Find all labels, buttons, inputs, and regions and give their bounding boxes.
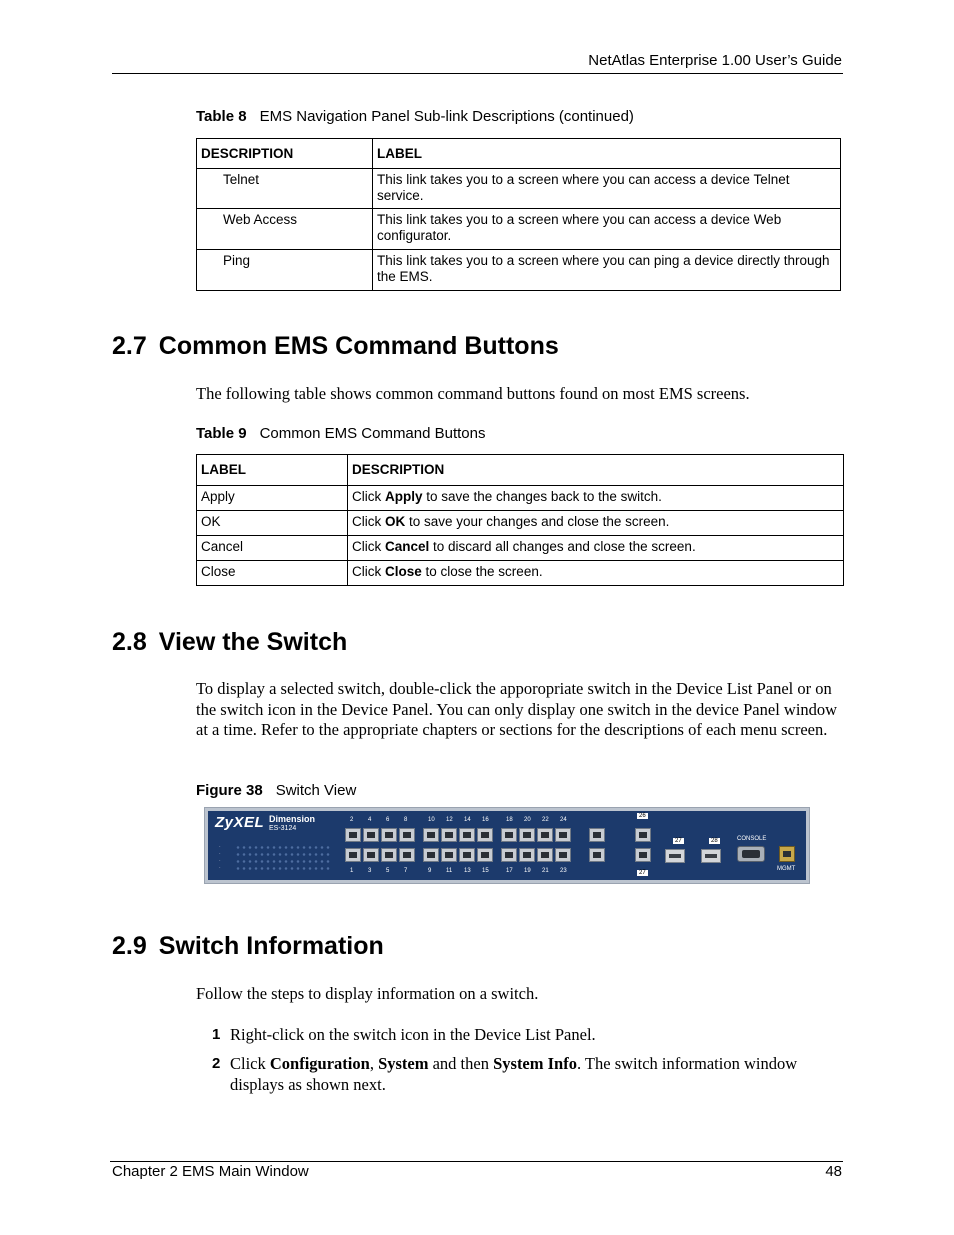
ethernet-port — [423, 848, 439, 862]
table8-cell-name: Ping — [197, 250, 373, 291]
ethernet-port — [537, 828, 553, 842]
product-name: Dimension — [269, 814, 316, 824]
table-row — [197, 250, 841, 291]
section-title: View the Switch — [158, 628, 348, 656]
table8-header-description: DESCRIPTION — [197, 139, 373, 169]
uplink-port-number-top: 26 — [639, 813, 646, 819]
button-name: Apply — [385, 489, 423, 504]
ethernet-port — [363, 848, 379, 862]
step-1 — [212, 1025, 842, 1046]
header-rule — [112, 73, 843, 74]
table9-cell-label: Cancel — [197, 536, 348, 561]
port-number-bottom: 7 — [404, 868, 408, 874]
button-name: OK — [385, 514, 406, 529]
ethernet-port — [399, 828, 415, 842]
table8-cell-name: Web Access — [197, 209, 373, 250]
port-number-bottom: 1 — [350, 868, 354, 874]
ethernet-port — [459, 848, 475, 862]
port-number-bottom: 21 — [542, 868, 549, 874]
section-2-7-intro: The following table shows common command buttons found on most EMS screens. — [196, 384, 750, 403]
port-number-bottom: 5 — [386, 868, 390, 874]
table9-cell-label: Close — [197, 561, 348, 586]
console-port — [737, 846, 765, 862]
combo-ethernet-port — [589, 828, 605, 842]
ethernet-port — [459, 828, 475, 842]
table8-cell-desc: This link takes you to a screen where you can access a device Telnet service. — [373, 169, 841, 209]
port-number-top: 20 — [524, 817, 531, 823]
table9-header-row — [197, 455, 844, 486]
table-row — [197, 169, 841, 209]
port-number-top: 12 — [446, 817, 453, 823]
ethernet-port — [345, 828, 361, 842]
desc-prefix: Click — [352, 564, 385, 579]
port-number-top: 8 — [404, 817, 408, 823]
port-number-top: 24 — [560, 817, 567, 823]
table9-caption-label: Table 9 — [196, 425, 247, 442]
step-text-part: Click — [230, 1054, 270, 1073]
sfp-slot — [701, 849, 721, 863]
ethernet-port — [381, 848, 397, 862]
switch-front-panel-image — [204, 807, 810, 884]
ethernet-port — [381, 828, 397, 842]
table-row — [197, 561, 844, 586]
model-name: ES-3124 — [269, 825, 297, 832]
desc-suffix: to save the changes back to the switch. — [422, 489, 662, 504]
table8-caption-label: Table 8 — [196, 108, 247, 125]
section-title: Common EMS Command Buttons — [158, 332, 559, 360]
port-number-bottom: 9 — [428, 868, 432, 874]
table8-caption-text: EMS Navigation Panel Sub-link Descriptions (continued) — [259, 108, 634, 125]
table9-cell-label: OK — [197, 511, 348, 536]
table-row — [197, 486, 844, 511]
menu-system: System — [378, 1054, 429, 1073]
status-led-matrix — [235, 844, 330, 872]
ethernet-port — [477, 828, 493, 842]
table9-cell-desc — [348, 511, 844, 536]
ethernet-port — [345, 848, 361, 862]
table-row — [197, 209, 841, 250]
table-row — [197, 511, 844, 536]
step-text-part: . The switch information window displays as shown next. — [230, 1054, 798, 1094]
console-label: CONSOLE — [737, 836, 767, 842]
ethernet-port — [477, 848, 493, 862]
section-title: Switch Information — [158, 932, 384, 960]
table8-caption — [196, 108, 634, 125]
table8-cell-desc: This link takes you to a screen where you can access a device Web configurator. — [373, 209, 841, 250]
section-2-7-heading — [112, 332, 559, 361]
port-number-top: 22 — [542, 817, 549, 823]
port-number-top: 16 — [482, 817, 489, 823]
table9-header-description: DESCRIPTION — [348, 455, 844, 486]
port-number-top: 10 — [428, 817, 435, 823]
port-number-top: 2 — [350, 817, 354, 823]
table8-cell-name: Telnet — [197, 169, 373, 209]
step-2 — [212, 1054, 842, 1095]
ethernet-port — [555, 828, 571, 842]
button-name: Close — [385, 564, 422, 579]
port-number-bottom: 15 — [482, 868, 489, 874]
port-number-bottom: 23 — [560, 868, 567, 874]
ethernet-port — [501, 848, 517, 862]
section-number: 2.9 — [112, 932, 147, 960]
zyxel-logo: ZyXEL — [215, 814, 265, 831]
combo-ethernet-port — [589, 848, 605, 862]
sfp-label: 28 — [711, 838, 718, 844]
footer-chapter: Chapter 2 EMS Main Window — [112, 1163, 309, 1180]
port-number-bottom: 17 — [506, 868, 513, 874]
mgmt-label: MGMT — [777, 866, 796, 872]
port-number-top: 4 — [368, 817, 372, 823]
ethernet-port — [501, 828, 517, 842]
desc-suffix: to save your changes and close the screen. — [405, 514, 670, 529]
ethernet-port — [441, 848, 457, 862]
step-text-part: , — [369, 1054, 379, 1073]
table9-header-label: LABEL — [197, 455, 348, 486]
step-number: 2 — [212, 1055, 221, 1072]
desc-prefix: Click — [352, 539, 385, 554]
sfp-label: 27 — [675, 838, 682, 844]
ethernet-port — [537, 848, 553, 862]
menu-system-info: System Info — [493, 1054, 577, 1073]
ethernet-port — [555, 848, 571, 862]
management-port — [779, 846, 795, 862]
table9-cell-desc — [348, 536, 844, 561]
table9-cell-desc — [348, 561, 844, 586]
port-number-bottom: 11 — [446, 868, 453, 874]
page-number: 48 — [825, 1163, 842, 1180]
table-row — [197, 536, 844, 561]
running-header: NetAtlas Enterprise 1.00 User’s Guide — [588, 52, 842, 69]
port-number-top: 18 — [506, 817, 513, 823]
table9-caption — [196, 425, 486, 442]
figure38-caption — [196, 782, 356, 799]
step-number: 1 — [212, 1026, 221, 1043]
port-number-bottom: 19 — [524, 868, 531, 874]
ethernet-port — [363, 828, 379, 842]
step-text — [230, 1054, 842, 1095]
desc-prefix: Click — [352, 514, 385, 529]
port-number-top: 6 — [386, 817, 390, 823]
desc-prefix: Click — [352, 489, 385, 504]
ethernet-port — [399, 848, 415, 862]
sfp-slot — [665, 849, 685, 863]
table9-cell-label: Apply — [197, 486, 348, 511]
table9 — [196, 454, 844, 586]
ethernet-port — [519, 848, 535, 862]
table9-cell-desc — [348, 486, 844, 511]
port-number-top: 14 — [464, 817, 471, 823]
uplink-port-number-bottom: 27 — [639, 870, 646, 876]
section-number: 2.7 — [112, 332, 147, 360]
button-name: Cancel — [385, 539, 430, 554]
port-number-bottom: 13 — [464, 868, 471, 874]
section-2-8-heading — [112, 628, 347, 657]
figure38-caption-label: Figure 38 — [196, 782, 263, 799]
step-text: Right-click on the switch icon in the Device List Panel. — [230, 1025, 596, 1044]
section-2-9-heading — [112, 932, 384, 961]
figure38-caption-text: Switch View — [275, 782, 357, 799]
menu-configuration: Configuration — [269, 1054, 370, 1073]
table8-header-label: LABEL — [373, 139, 841, 169]
desc-suffix: to discard all changes and close the screen. — [429, 539, 696, 554]
table8-header-row — [197, 139, 841, 169]
section-2-8-body: To display a selected switch, double-click the apporopriate switch in the Device List Panel or on the switch icon in the Device Panel. You can only display one switch in the device Panel window at a time. Refer to the appropriate chapters or sections for the descriptions of each menu screen. — [196, 679, 838, 739]
section-number: 2.8 — [112, 628, 147, 656]
ethernet-port — [423, 828, 439, 842]
section-2-9-intro: Follow the steps to display information on a switch. — [196, 984, 539, 1003]
desc-suffix: to close the screen. — [421, 564, 543, 579]
step-text-part: and then — [428, 1054, 494, 1073]
ethernet-port — [519, 828, 535, 842]
combo-ethernet-port — [635, 828, 651, 842]
port-number-bottom: 3 — [368, 868, 372, 874]
table9-caption-text: Common EMS Command Buttons — [259, 425, 486, 442]
led-labels: · · · · — [219, 844, 221, 871]
table8 — [196, 138, 841, 291]
table8-cell-desc: This link takes you to a screen where you can ping a device directly through the EMS. — [373, 250, 841, 291]
footer-rule — [110, 1161, 843, 1162]
ethernet-port — [441, 828, 457, 842]
combo-ethernet-port — [635, 848, 651, 862]
